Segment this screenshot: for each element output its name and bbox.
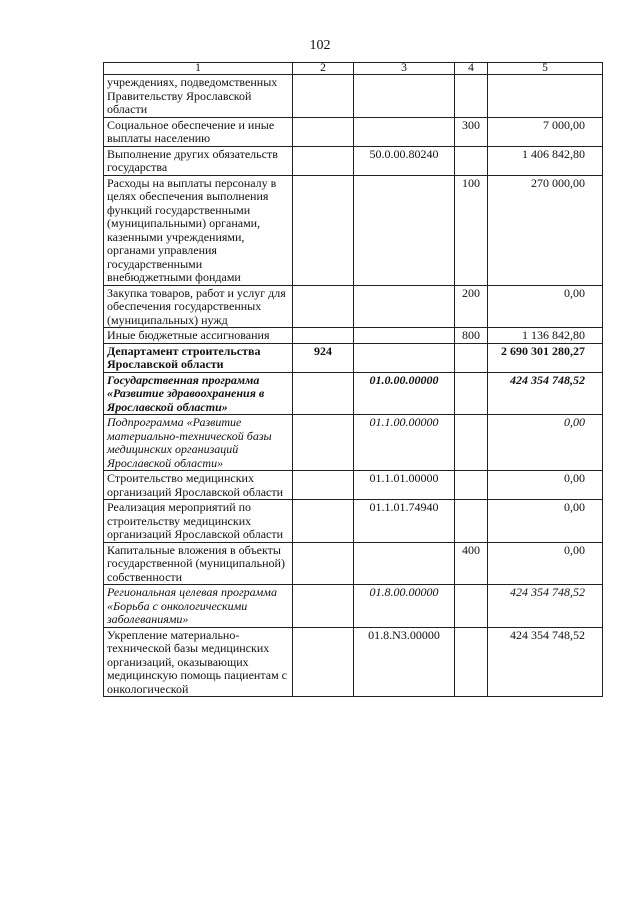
- table-header-row: [104, 63, 603, 75]
- row-department-code: [293, 542, 354, 585]
- row-name: Закупка товаров, работ и услуг для обеспечения государственных (муниципальных) нужд: [104, 285, 293, 328]
- row-expense-type: [455, 415, 488, 471]
- row-target-article: [354, 175, 455, 285]
- column-number: 3: [354, 63, 455, 75]
- row-department-code: [293, 415, 354, 471]
- row-name: Социальное обеспечение и иные выплаты населению: [104, 117, 293, 146]
- row-amount: 7 000,00: [488, 117, 603, 146]
- row-expense-type: [455, 75, 488, 118]
- row-expense-type: 400: [455, 542, 488, 585]
- row-department-code: 924: [293, 343, 354, 372]
- row-amount: 270 000,00: [488, 175, 603, 285]
- row-department-code: [293, 75, 354, 118]
- row-amount: 1 136 842,80: [488, 328, 603, 344]
- row-name: Реализация мероприятий по строительству медицинских организаций Ярославской области: [104, 500, 293, 543]
- table-row: [104, 471, 603, 500]
- table-row: [104, 415, 603, 471]
- row-target-article: [354, 328, 455, 344]
- row-target-article: 50.0.00.80240: [354, 146, 455, 175]
- row-expense-type: [455, 471, 488, 500]
- table-row: [104, 117, 603, 146]
- table-row: [104, 285, 603, 328]
- table-row: [104, 372, 603, 415]
- row-department-code: [293, 500, 354, 543]
- row-department-code: [293, 372, 354, 415]
- row-name: Иные бюджетные ассигнования: [104, 328, 293, 344]
- row-expense-type: 300: [455, 117, 488, 146]
- row-name: Укрепление материально-технической базы медицинских организаций, оказывающих медицинскую помощь пациентам с онкологической: [104, 627, 293, 697]
- table-row: [104, 328, 603, 344]
- table-row: [104, 146, 603, 175]
- row-amount: 424 354 748,52: [488, 585, 603, 628]
- row-expense-type: [455, 372, 488, 415]
- table-row: [104, 542, 603, 585]
- row-amount: 0,00: [488, 415, 603, 471]
- budget-table: [103, 62, 603, 697]
- row-target-article: 01.8.N3.00000: [354, 627, 455, 697]
- row-department-code: [293, 175, 354, 285]
- row-name: Капитальные вложения в объекты государственной (муниципальной) собственности: [104, 542, 293, 585]
- row-target-article: [354, 75, 455, 118]
- row-target-article: [354, 285, 455, 328]
- row-department-code: [293, 585, 354, 628]
- row-name: учреждениях, подведомственных Правительству Ярославской области: [104, 75, 293, 118]
- row-target-article: 01.1.01.00000: [354, 471, 455, 500]
- row-department-code: [293, 146, 354, 175]
- row-name: Строительство медицинских организаций Ярославской области: [104, 471, 293, 500]
- column-number: 2: [293, 63, 354, 75]
- row-amount: 0,00: [488, 471, 603, 500]
- page-number: 102: [309, 38, 331, 53]
- row-amount: [488, 75, 603, 118]
- table-row: [104, 627, 603, 697]
- column-number: 5: [488, 63, 603, 75]
- row-expense-type: 100: [455, 175, 488, 285]
- row-expense-type: 200: [455, 285, 488, 328]
- row-amount: 2 690 301 280,27: [488, 343, 603, 372]
- row-department-code: [293, 328, 354, 344]
- row-name: Региональная целевая программа «Борьба с онкологическими заболеваниями»: [104, 585, 293, 628]
- row-name: Расходы на выплаты персоналу в целях обеспечения выполнения функций государственными (муниципальными) органами, казенными учреждениями, органами управления государственными внебюджетными фондами: [104, 175, 293, 285]
- row-target-article: 01.1.01.74940: [354, 500, 455, 543]
- row-target-article: [354, 542, 455, 585]
- row-target-article: 01.1.00.00000: [354, 415, 455, 471]
- row-expense-type: [455, 585, 488, 628]
- row-name: Департамент строительства Ярославской области: [104, 343, 293, 372]
- row-target-article: 01.8.00.00000: [354, 585, 455, 628]
- row-department-code: [293, 117, 354, 146]
- column-number: 1: [104, 63, 293, 75]
- row-amount: 0,00: [488, 500, 603, 543]
- row-amount: 424 354 748,52: [488, 372, 603, 415]
- row-expense-type: 800: [455, 328, 488, 344]
- row-department-code: [293, 285, 354, 328]
- table-row: [104, 175, 603, 285]
- row-target-article: 01.0.00.00000: [354, 372, 455, 415]
- row-name: Государственная программа «Развитие здравоохранения в Ярославской области»: [104, 372, 293, 415]
- table-row: [104, 585, 603, 628]
- row-expense-type: [455, 500, 488, 543]
- row-amount: 0,00: [488, 285, 603, 328]
- row-expense-type: [455, 627, 488, 697]
- table-row: [104, 75, 603, 118]
- row-target-article: [354, 343, 455, 372]
- row-department-code: [293, 627, 354, 697]
- row-target-article: [354, 117, 455, 146]
- row-amount: 1 406 842,80: [488, 146, 603, 175]
- row-expense-type: [455, 343, 488, 372]
- row-amount: 0,00: [488, 542, 603, 585]
- row-name: Подпрограмма «Развитие материально-технической базы медицинских организаций Ярославской области»: [104, 415, 293, 471]
- row-department-code: [293, 471, 354, 500]
- table-row: [104, 500, 603, 543]
- table-row: [104, 343, 603, 372]
- row-name: Выполнение других обязательств государства: [104, 146, 293, 175]
- row-amount: 424 354 748,52: [488, 627, 603, 697]
- column-number: 4: [455, 63, 488, 75]
- row-expense-type: [455, 146, 488, 175]
